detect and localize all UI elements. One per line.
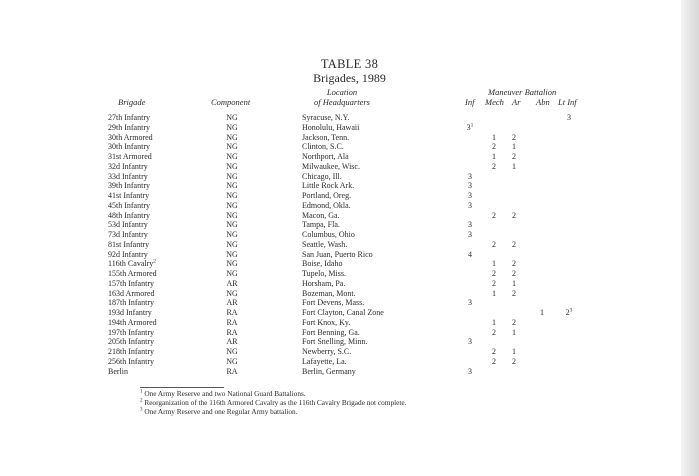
- table-row: [0, 259, 699, 269]
- brigade-cell: 73d Infantry: [108, 230, 148, 239]
- table-row: [0, 211, 699, 221]
- component-cell: AR: [226, 337, 238, 347]
- ar-cell: 2: [512, 356, 516, 366]
- header-location-line2: of Headquarters: [314, 97, 370, 107]
- brigade-cell: 48th Infantry: [108, 210, 150, 220]
- component-cell: NG: [226, 288, 238, 298]
- brigade-cell: 197th Infantry: [108, 327, 154, 337]
- location-cell: Fort Devens, Mass.: [302, 298, 365, 308]
- table-row: [0, 123, 699, 133]
- brigade-cell: 116th Cavalry$^2$: [108, 258, 156, 269]
- location-cell: Tampa, Fla.: [302, 220, 340, 230]
- header-ar: Ar: [512, 97, 521, 107]
- header-inf: Inf: [465, 97, 475, 107]
- location-cell: Fort Clayton, Canal Zone: [302, 308, 384, 317]
- component-cell: NG: [226, 269, 238, 278]
- brigade-cell: 92d Infantry: [108, 249, 148, 259]
- table-row: [0, 152, 699, 162]
- inf-cell: 3: [468, 200, 472, 210]
- component-cell: NG: [226, 259, 238, 269]
- table-row: [0, 308, 699, 318]
- table-row: [0, 250, 699, 260]
- location-cell: Lafayette, La.: [302, 356, 347, 366]
- brigade-cell: 31st Armored: [108, 152, 152, 161]
- brigade-cell: 41st Infantry: [108, 191, 150, 200]
- mech-cell: 2: [492, 142, 496, 152]
- table-row: [0, 269, 699, 279]
- mech-cell: 2: [492, 347, 496, 356]
- ar-cell: 1: [512, 161, 516, 171]
- mech-cell: 1: [492, 259, 496, 269]
- table-row: [0, 357, 699, 367]
- location-cell: Clinton, S.C.: [302, 142, 344, 152]
- header-location-line1: Location: [326, 87, 358, 97]
- lt-inf-cell: 3: [567, 113, 571, 122]
- table-row: [0, 337, 699, 347]
- table-subtitle: Brigades, 1989: [313, 71, 386, 85]
- mech-cell: 2: [492, 161, 496, 171]
- component-cell: NG: [226, 200, 238, 210]
- location-cell: Northport, Ala: [302, 152, 349, 161]
- footnote-rule: [140, 387, 224, 388]
- component-cell: RA: [226, 327, 238, 337]
- table-row: [0, 142, 699, 152]
- mech-cell: 2: [492, 210, 496, 220]
- brigade-cell: 30th Armored: [108, 132, 153, 142]
- brigade-cell: 33d Infantry: [108, 171, 148, 181]
- ar-cell: 2: [512, 152, 516, 161]
- component-cell: NG: [226, 210, 238, 220]
- ar-cell: 1: [512, 347, 516, 356]
- inf-cell: $3^1$: [466, 122, 474, 132]
- mech-cell: 1: [492, 317, 496, 327]
- mech-cell: 2: [492, 327, 496, 337]
- table-row: [0, 113, 699, 123]
- brigade-cell: Berlin: [108, 366, 128, 376]
- table-row: [0, 318, 699, 328]
- component-cell: RA: [226, 317, 238, 327]
- footnote-mark: 3: [569, 307, 573, 314]
- brigade-cell: 39th Infantry: [108, 181, 150, 191]
- mech-cell: 2: [492, 278, 496, 288]
- location-cell: Portland, Oreg.: [302, 191, 352, 200]
- footnote-mark: 1: [470, 122, 474, 129]
- table-row: [0, 367, 699, 377]
- table-row: [0, 181, 699, 191]
- location-cell: San Juan, Puerto Rico: [302, 249, 373, 259]
- table-row: [0, 191, 699, 201]
- component-cell: NG: [226, 239, 238, 249]
- table-row: [0, 230, 699, 240]
- component-cell: NG: [226, 220, 238, 230]
- ar-cell: 2: [512, 210, 516, 220]
- table-row: [0, 162, 699, 172]
- location-cell: Fort Snelling, Minn.: [302, 337, 368, 347]
- inf-cell: 3: [468, 181, 472, 191]
- inf-cell: 3: [468, 298, 472, 308]
- component-cell: NG: [226, 132, 238, 142]
- brigade-cell: 187th Infantry: [108, 298, 154, 308]
- brigade-cell: 53d Infantry: [108, 220, 148, 230]
- inf-cell: 3: [468, 366, 472, 376]
- brigade-cell: 205th Infantry: [108, 337, 154, 347]
- brigade-cell: 157th Infantry: [108, 278, 154, 288]
- ar-cell: 2: [512, 239, 516, 249]
- component-cell: NG: [226, 191, 238, 200]
- inf-cell: 3: [468, 220, 472, 230]
- table-row: [0, 172, 699, 182]
- component-cell: NG: [226, 152, 238, 161]
- header-lt-inf: Lt Inf: [558, 97, 577, 107]
- location-cell: Edmond, Okla.: [302, 200, 351, 210]
- component-cell: RA: [226, 308, 238, 317]
- location-cell: Little Rock Ark.: [302, 181, 355, 191]
- inf-cell: 3: [468, 337, 472, 347]
- location-cell: Newberry, S.C.: [302, 347, 352, 356]
- location-cell: Tupelo, Miss.: [302, 269, 346, 278]
- component-cell: NG: [226, 356, 238, 366]
- brigade-cell: 194th Armored: [108, 317, 157, 327]
- table-row: [0, 240, 699, 250]
- component-cell: NG: [226, 249, 238, 259]
- brigade-cell: 81st Infantry: [108, 239, 150, 249]
- brigade-cell: 218th Infantry: [108, 347, 154, 356]
- header-maneuver-battalion: Maneuver Battalion: [488, 87, 557, 97]
- component-cell: NG: [226, 171, 238, 181]
- inf-cell: 4: [468, 249, 472, 259]
- brigade-cell: 27th Infantry: [108, 113, 150, 122]
- ar-cell: 2: [512, 259, 516, 269]
- location-cell: Honolulu, Hawaii: [302, 122, 360, 132]
- table-row: [0, 133, 699, 143]
- brigade-cell: 29th Infantry: [108, 122, 150, 132]
- header-abn: Abn: [536, 97, 550, 107]
- brigade-cell: 155th Armored: [108, 269, 157, 278]
- brigade-cell: 32d Infantry: [108, 161, 148, 171]
- table-row: [0, 289, 699, 299]
- location-cell: Columbus, Ohio: [302, 230, 355, 239]
- location-cell: Milwaukee, Wisc.: [302, 161, 360, 171]
- location-cell: Jackson, Tenn.: [302, 132, 350, 142]
- inf-cell: 3: [468, 171, 472, 181]
- component-cell: NG: [226, 161, 238, 171]
- table-row: [0, 328, 699, 338]
- table-row: [0, 220, 699, 230]
- ar-cell: 2: [512, 317, 516, 327]
- header-brigade: Brigade: [118, 97, 146, 107]
- location-cell: Fort Knox, Ky.: [302, 317, 351, 327]
- mech-cell: 2: [492, 239, 496, 249]
- inf-cell: 3: [468, 230, 472, 239]
- ar-cell: 2: [512, 269, 516, 278]
- component-cell: RA: [226, 366, 238, 376]
- component-cell: NG: [226, 230, 238, 239]
- brigade-cell: 193d Infantry: [108, 308, 152, 317]
- lt-inf-cell: $2^3$: [565, 307, 573, 317]
- mech-cell: 2: [492, 269, 496, 278]
- table-title: TABLE 38: [320, 57, 379, 71]
- location-cell: Boise, Idaho: [302, 259, 343, 269]
- location-cell: Berlin, Germany: [302, 366, 356, 376]
- component-cell: NG: [226, 113, 238, 122]
- mech-cell: 2: [492, 356, 496, 366]
- ar-cell: 1: [512, 142, 516, 152]
- location-cell: Syracuse, N.Y.: [302, 113, 350, 122]
- component-cell: NG: [226, 122, 238, 132]
- location-cell: Bozeman, Mont.: [302, 288, 356, 298]
- mech-cell: 1: [492, 288, 496, 298]
- location-cell: Horsham, Pa.: [302, 278, 346, 288]
- brigade-cell: 30th Infantry: [108, 142, 150, 152]
- table-row: [0, 279, 699, 289]
- component-cell: NG: [226, 181, 238, 191]
- component-cell: AR: [226, 298, 238, 308]
- brigade-cell: 256th Infantry: [108, 356, 154, 366]
- footnote-2: $^2$ Reorganization of the 116th Armored Cavalry as the 116th Cavalry Brigade not complete.: [140, 398, 407, 407]
- component-cell: NG: [226, 142, 238, 152]
- component-cell: AR: [226, 278, 238, 288]
- footnote-3: $^3$ One Army Reserve and one Regular Army battalion.: [140, 407, 298, 416]
- ar-cell: 1: [512, 327, 516, 337]
- location-cell: Chicago, Ill.: [302, 171, 342, 181]
- header-mech: Mech: [485, 97, 504, 107]
- table-row: [0, 347, 699, 357]
- footnote-mark: 2: [153, 258, 156, 265]
- brigade-cell: 45th Infantry: [108, 200, 150, 210]
- ar-cell: 1: [512, 278, 516, 288]
- header-component: Component: [211, 97, 251, 107]
- footnote-1: $^1$ One Army Reserve and two National Guard Battalions.: [140, 389, 306, 398]
- ar-cell: 2: [512, 288, 516, 298]
- brigade-cell: 163d Armored: [108, 288, 155, 298]
- abn-cell: 1: [540, 308, 544, 317]
- mech-cell: 1: [492, 152, 496, 161]
- mech-cell: 1: [492, 132, 496, 142]
- table-row: [0, 201, 699, 211]
- inf-cell: 3: [468, 191, 472, 200]
- location-cell: Macon, Ga.: [302, 210, 340, 220]
- ar-cell: 2: [512, 132, 516, 142]
- table-row: [0, 298, 699, 308]
- location-cell: Fort Benning, Ga.: [302, 327, 360, 337]
- location-cell: Seattle, Wash.: [302, 239, 348, 249]
- component-cell: NG: [226, 347, 238, 356]
